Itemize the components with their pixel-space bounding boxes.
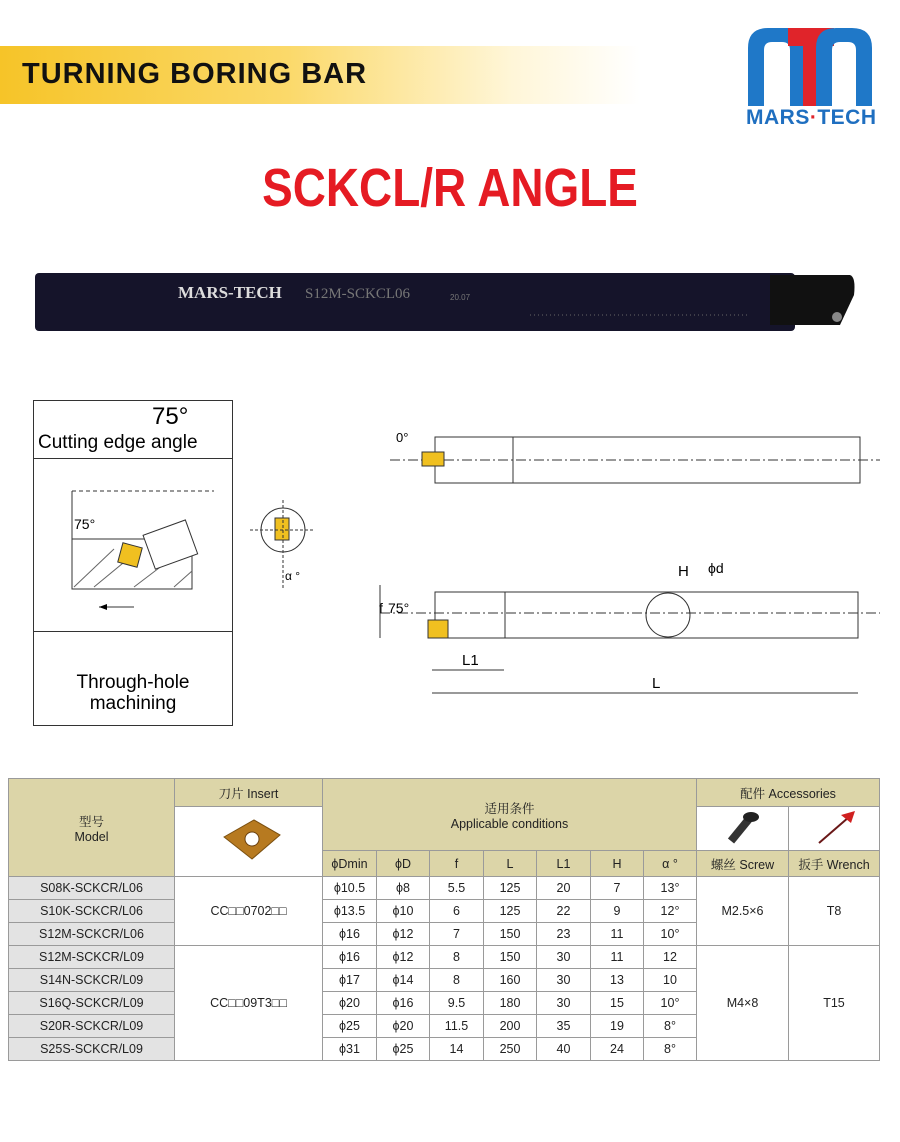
table-cell: S12M-SCKCR/L06 (9, 923, 175, 946)
table-cell: S14N-SCKCR/L09 (9, 969, 175, 992)
table-cell: 30 (537, 946, 591, 969)
table-cell: ϕ10.5 (323, 877, 377, 900)
table-cell: 13 (591, 969, 644, 992)
table-cell: S12M-SCKCR/L09 (9, 946, 175, 969)
table-cell: ϕ16 (377, 992, 430, 1015)
angle-value: 75° (152, 403, 189, 430)
table-cell: 7 (591, 877, 644, 900)
table-cell: 150 (484, 946, 537, 969)
column-header: L (484, 851, 537, 877)
table-cell: ϕ12 (377, 946, 430, 969)
table-cell: 150 (484, 923, 537, 946)
table-cell: T8 (789, 877, 880, 946)
svg-text:75°: 75° (74, 516, 96, 532)
column-header: α ° (644, 851, 697, 877)
column-header: L1 (537, 851, 591, 877)
column-header: ϕDmin (323, 851, 377, 877)
model-header: 型号 Model (9, 779, 175, 877)
logo-text: MARS·TECH (746, 106, 877, 129)
table-cell: 8° (644, 1038, 697, 1061)
table-cell: 125 (484, 877, 537, 900)
insert-header: 刀片 Insert (175, 779, 323, 807)
table-cell: 23 (537, 923, 591, 946)
table-cell: 30 (537, 969, 591, 992)
table-cell: 24 (591, 1038, 644, 1061)
table-cell: 13° (644, 877, 697, 900)
table-cell: M2.5×6 (697, 877, 789, 946)
page-title: SCKCL/R ANGLE (262, 158, 638, 218)
table-cell: 10° (644, 923, 697, 946)
table-cell: ϕ25 (377, 1038, 430, 1061)
table-cell: ϕ14 (377, 969, 430, 992)
table-cell: T15 (789, 946, 880, 1061)
mars-tech-logo (748, 28, 874, 106)
column-header: f (430, 851, 484, 877)
table-cell: 19 (591, 1015, 644, 1038)
angle-label: Cutting edge angle (38, 432, 198, 453)
table-row (9, 946, 880, 969)
dimension-diagram (380, 420, 880, 710)
table-cell: 8° (644, 1015, 697, 1038)
table-cell: ϕ13.5 (323, 900, 377, 923)
table-cell: ϕ16 (323, 946, 377, 969)
table-cell: 30 (537, 992, 591, 1015)
table-cell: ϕ20 (323, 992, 377, 1015)
table-cell: 12 (644, 946, 697, 969)
table-cell: 40 (537, 1038, 591, 1061)
table-cell: 8 (430, 946, 484, 969)
accessories-header: 配件 Accessories (697, 779, 880, 807)
svg-text:75°: 75° (388, 600, 410, 616)
table-cell: S10K-SCKCR/L06 (9, 900, 175, 923)
boring-bar-photo (30, 265, 860, 340)
table-cell: 11.5 (430, 1015, 484, 1038)
table-cell: ϕ12 (377, 923, 430, 946)
column-header: H (591, 851, 644, 877)
table-cell: S25S-SCKCR/L09 (9, 1038, 175, 1061)
screw-image (697, 807, 789, 851)
table-cell: 9.5 (430, 992, 484, 1015)
svg-text:S12M-SCKCL06: S12M-SCKCL06 (305, 286, 411, 302)
table-cell: 5.5 (430, 877, 484, 900)
table-cell: ϕ17 (323, 969, 377, 992)
table-cell: ϕ8 (377, 877, 430, 900)
wrench-image (789, 807, 880, 851)
table-cell: 125 (484, 900, 537, 923)
svg-text:20.07: 20.07 (450, 293, 471, 302)
table-cell: 11 (591, 946, 644, 969)
svg-text:H: H (678, 563, 689, 580)
table-cell: ϕ20 (377, 1015, 430, 1038)
table-cell: ϕ25 (323, 1015, 377, 1038)
table-cell: 6 (430, 900, 484, 923)
table-cell: 12° (644, 900, 697, 923)
clearance-angle-diagram (245, 500, 315, 595)
table-cell: 15 (591, 992, 644, 1015)
conditions-header: 适用条件 Applicable conditions (323, 779, 697, 851)
table-cell: S16Q-SCKCR/L09 (9, 992, 175, 1015)
svg-text:MARS-TECH: MARS-TECH (178, 283, 282, 302)
table-cell: 11 (591, 923, 644, 946)
svg-text:f: f (379, 600, 383, 616)
banner-title: TURNING BORING BAR (22, 58, 368, 90)
table-cell: 160 (484, 969, 537, 992)
svg-text:L: L (652, 675, 661, 692)
screw-header: 螺丝 Screw (697, 851, 789, 877)
svg-text:L1: L1 (462, 652, 479, 669)
table-cell: 20 (537, 877, 591, 900)
table-cell: ϕ31 (323, 1038, 377, 1061)
table-cell: CC□□0702□□ (175, 877, 323, 946)
wrench-header: 扳手 Wrench (789, 851, 880, 877)
svg-text:ϕd: ϕd (708, 560, 724, 576)
cutting-angle-panel (33, 400, 233, 726)
header-banner (0, 46, 640, 104)
table-cell: 250 (484, 1038, 537, 1061)
table-cell: ϕ16 (323, 923, 377, 946)
machining-caption: Through-hole machining (76, 672, 190, 714)
insert-image (175, 807, 323, 877)
table-cell: 10 (644, 969, 697, 992)
table-cell: S08K-SCKCR/L06 (9, 877, 175, 900)
table-cell: S20R-SCKCR/L09 (9, 1015, 175, 1038)
table-cell: 180 (484, 992, 537, 1015)
table-cell: 14 (430, 1038, 484, 1061)
spec-table (8, 778, 880, 1061)
table-cell: M4×8 (697, 946, 789, 1061)
table-cell: 10° (644, 992, 697, 1015)
svg-text:0°: 0° (396, 430, 409, 445)
table-cell: ϕ10 (377, 900, 430, 923)
table-cell: 22 (537, 900, 591, 923)
boring-diagram (34, 459, 232, 632)
table-cell: 9 (591, 900, 644, 923)
table-cell: 35 (537, 1015, 591, 1038)
table-cell: CC□□09T3□□ (175, 946, 323, 1061)
column-header: ϕD (377, 851, 430, 877)
table-row (9, 877, 880, 900)
table-cell: 7 (430, 923, 484, 946)
table-cell: 200 (484, 1015, 537, 1038)
svg-text:α °: α ° (285, 569, 301, 583)
table-cell: 8 (430, 969, 484, 992)
